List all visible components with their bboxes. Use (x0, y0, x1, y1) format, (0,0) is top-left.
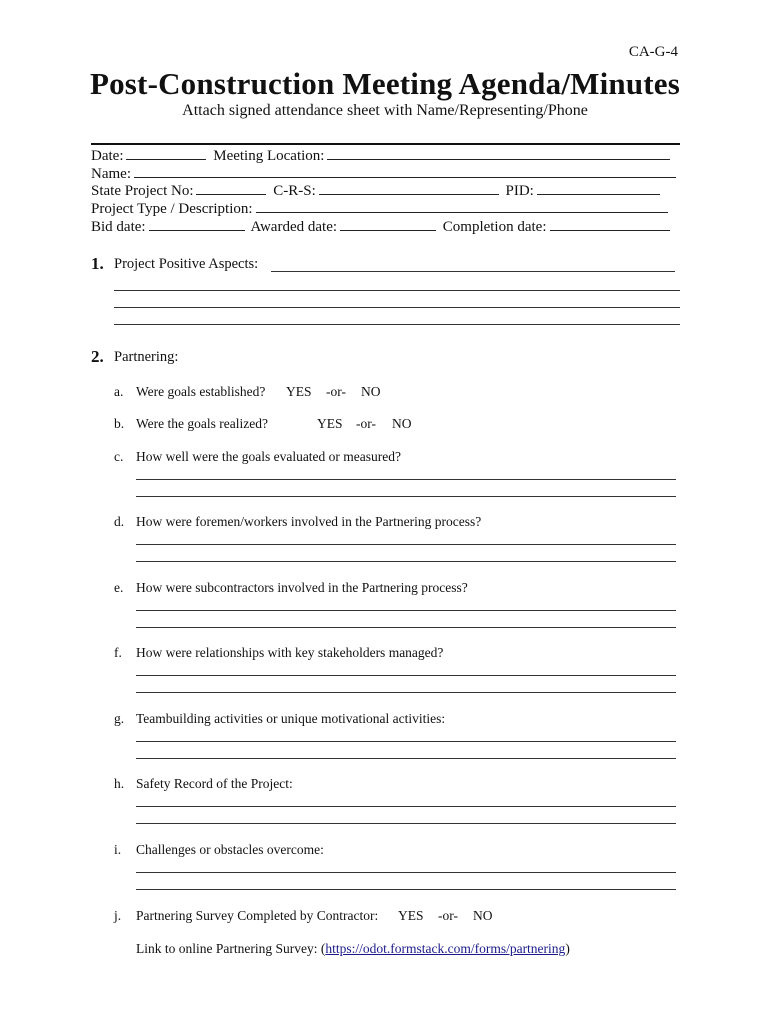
item-d-letter: d. (114, 514, 125, 529)
item-b-no[interactable]: NO (392, 416, 412, 431)
row-name (91, 165, 679, 183)
header-divider (91, 143, 680, 145)
item-c-answer-line-1[interactable] (136, 479, 676, 480)
item-g-question: Teambuilding activities or unique motivational activities: (136, 711, 446, 726)
section-1-number: 1. (91, 254, 104, 273)
item-e-answer-line-2[interactable] (136, 627, 676, 628)
date-field[interactable] (126, 147, 206, 160)
item-h-answer-line-1[interactable] (136, 806, 676, 807)
awarded-date-field[interactable] (340, 218, 436, 231)
row-dates (91, 218, 673, 236)
item-d-answer-line-1[interactable] (136, 544, 676, 545)
project-type-label: Project Type / Description: (91, 201, 253, 217)
item-j-letter: j. (114, 908, 122, 923)
item-a-no[interactable]: NO (361, 384, 381, 399)
row-project-ids (91, 182, 663, 200)
meeting-location-label: Meeting Location: (213, 148, 325, 164)
item-b-yes[interactable]: YES (317, 416, 343, 431)
positive-aspects-line-3[interactable] (114, 307, 680, 308)
state-project-no-label: State Project No: (91, 183, 194, 199)
item-b-question: Were the goals realized? (136, 416, 268, 431)
name-label: Name: (91, 166, 131, 182)
name-field[interactable] (134, 165, 676, 178)
page-title: Post-Construction Meeting Agenda/Minutes (89, 66, 681, 101)
awarded-date-label: Awarded date: (250, 219, 338, 235)
page-subtitle: Attach signed attendance sheet with Name/Representing/Phone (182, 102, 588, 119)
item-j-no[interactable]: NO (473, 908, 493, 923)
item-g-answer-line-1[interactable] (136, 741, 676, 742)
item-g-answer-line-2[interactable] (136, 758, 676, 759)
item-f-answer-line-1[interactable] (136, 675, 676, 676)
pid-field[interactable] (537, 182, 660, 195)
item-d-answer-line-2[interactable] (136, 561, 676, 562)
section-2-number: 2. (91, 347, 104, 366)
item-a-letter: a. (114, 384, 124, 399)
state-project-no-field[interactable] (196, 182, 266, 195)
crs-field[interactable] (319, 182, 499, 195)
item-g-letter: g. (114, 711, 125, 726)
project-type-field[interactable] (256, 200, 668, 213)
completion-date-label: Completion date: (442, 219, 547, 235)
item-i-answer-line-2[interactable] (136, 889, 676, 890)
item-e-answer-line-1[interactable] (136, 610, 676, 611)
bid-date-label: Bid date: (91, 219, 146, 235)
section-1-label: Project Positive Aspects: (114, 256, 259, 272)
item-a-yes[interactable]: YES (286, 384, 312, 399)
bid-date-field[interactable] (149, 218, 245, 231)
row-project-type (91, 200, 671, 218)
form-code: CA-G-4 (628, 44, 678, 60)
meeting-location-field[interactable] (327, 147, 670, 160)
item-i-letter: i. (114, 842, 122, 857)
item-f-letter: f. (114, 645, 122, 660)
item-i-answer-line-1[interactable] (136, 872, 676, 873)
section-2-label: Partnering: (114, 349, 179, 365)
item-h-question: Safety Record of the Project: (136, 776, 293, 791)
item-c-question: How well were the goals evaluated or measured? (136, 449, 402, 464)
survey-link-prefix: Link to online Partnering Survey: ( (136, 941, 326, 956)
item-i-question: Challenges or obstacles overcome: (136, 842, 324, 857)
item-h-answer-line-2[interactable] (136, 823, 676, 824)
item-a-or: -or- (326, 384, 346, 399)
item-f-answer-line-2[interactable] (136, 692, 676, 693)
survey-link[interactable]: https://odot.formstack.com/forms/partnering (325, 941, 566, 956)
survey-link-line (136, 941, 570, 957)
item-f-question: How were relationships with key stakeholders managed? (136, 645, 444, 660)
item-j-yes[interactable]: YES (398, 908, 424, 923)
survey-link-suffix: ) (565, 941, 570, 956)
item-e-question: How were subcontractors involved in the Partnering process? (136, 580, 468, 595)
positive-aspects-line-2[interactable] (114, 290, 680, 291)
completion-date-field[interactable] (550, 218, 670, 231)
item-h-letter: h. (114, 776, 125, 791)
pid-label: PID: (505, 183, 534, 199)
item-c-letter: c. (114, 449, 124, 464)
positive-aspects-line-1[interactable] (271, 271, 675, 272)
row-date-location (91, 147, 673, 165)
item-j-question: Partnering Survey Completed by Contractor: (136, 908, 379, 923)
item-a-question: Were goals established? (136, 384, 266, 399)
item-b-or: -or- (356, 416, 376, 431)
item-b-letter: b. (114, 416, 125, 431)
positive-aspects-line-4[interactable] (114, 324, 680, 325)
item-e-letter: e. (114, 580, 124, 595)
item-j-or: -or- (438, 908, 458, 923)
item-c-answer-line-2[interactable] (136, 496, 676, 497)
item-d-question: How were foremen/workers involved in the Partnering process? (136, 514, 482, 529)
date-label: Date: (91, 148, 124, 164)
crs-label: C-R-S: (273, 183, 316, 199)
